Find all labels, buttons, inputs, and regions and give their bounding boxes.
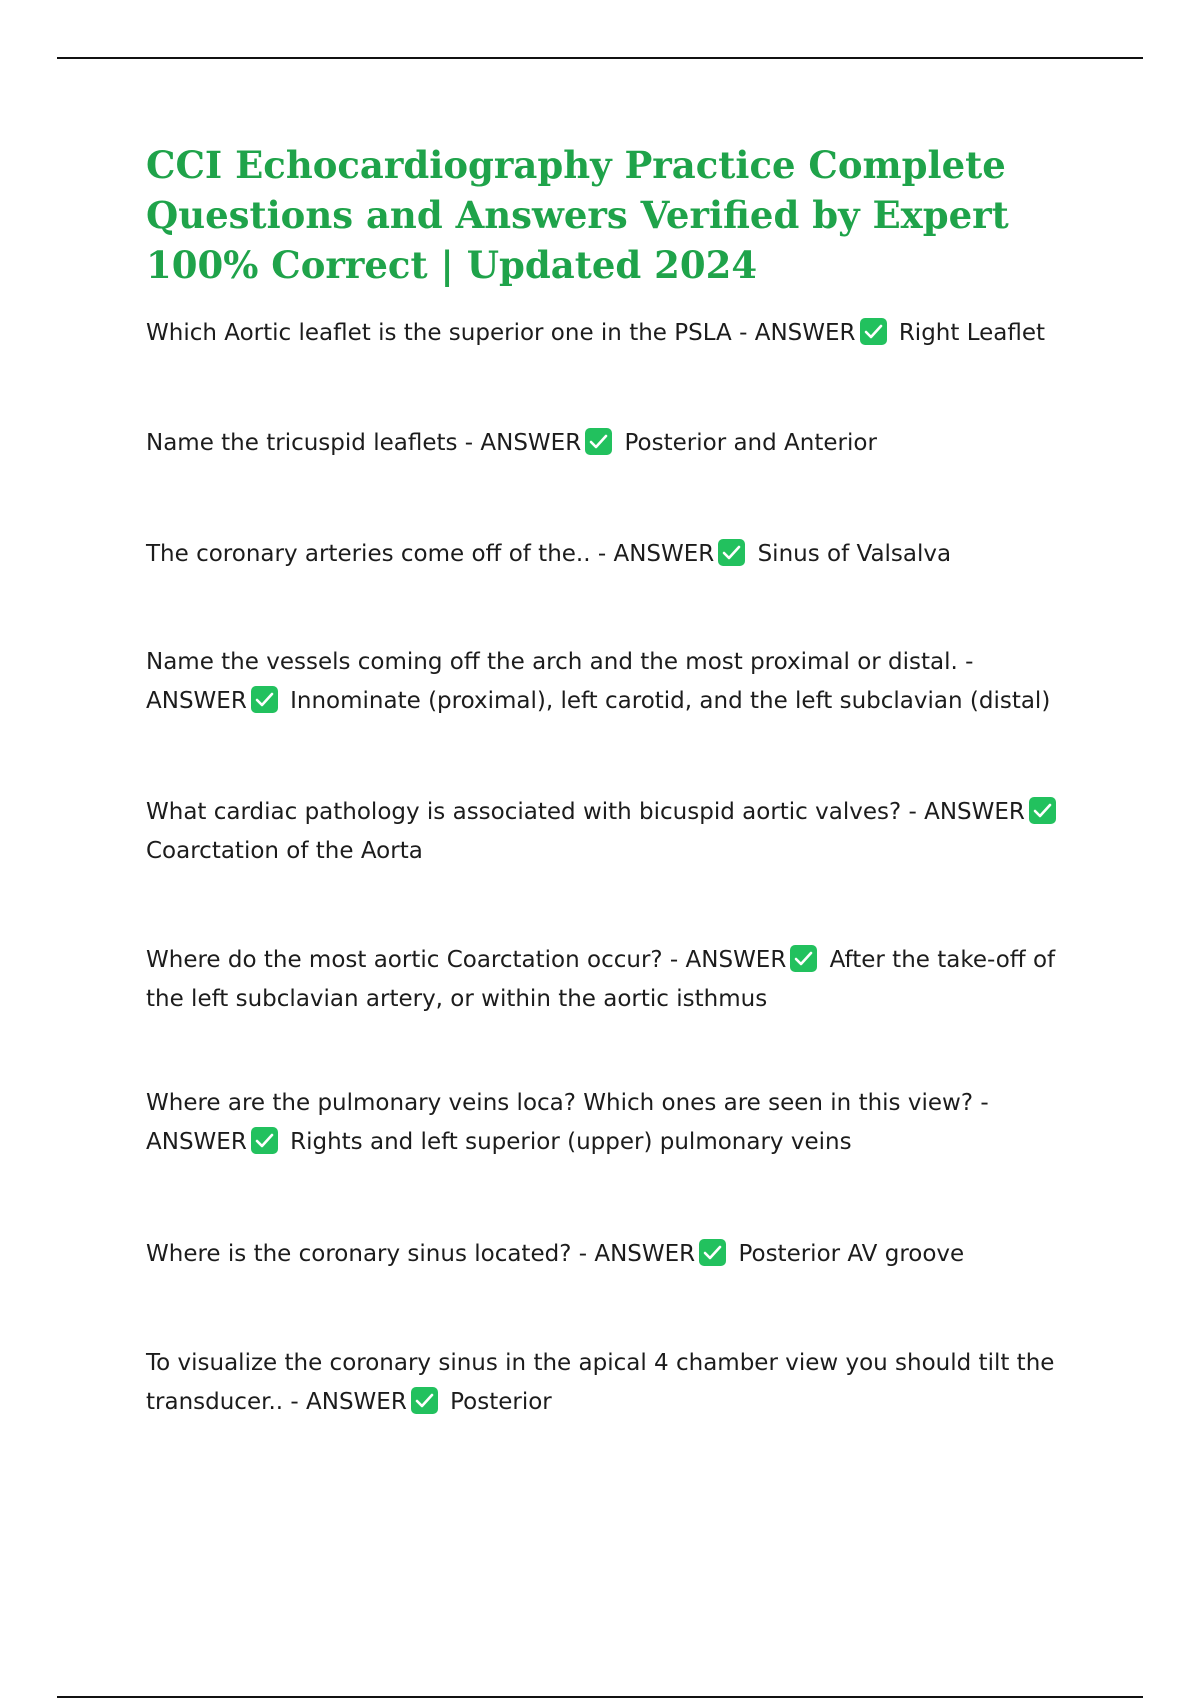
question-text: Name the tricuspid leaflets - xyxy=(146,430,481,456)
answer-label: ANSWER xyxy=(754,320,856,346)
qa-item-5 xyxy=(146,793,1076,871)
question-text: Where are the pulmonary veins loca? Which ones are seen in this view? - xyxy=(146,1090,989,1116)
answer-text: Posterior AV groove xyxy=(738,1241,965,1267)
qa-item-2 xyxy=(146,424,1076,463)
question-text: Where is the coronary sinus located? - xyxy=(146,1241,595,1267)
qa-item-1 xyxy=(146,314,1076,353)
qa-item-7 xyxy=(146,1084,1076,1162)
qa-item-4 xyxy=(146,643,1076,721)
answer-label: ANSWER xyxy=(594,1241,696,1267)
check-mark-icon xyxy=(251,1127,278,1154)
bottom-rule xyxy=(57,1696,1143,1698)
check-mark-icon xyxy=(699,1239,726,1266)
check-mark-icon xyxy=(790,945,817,972)
answer-text: Sinus of Valsalva xyxy=(757,541,952,567)
answer-text: After the take-off of the left subclavian artery, or within the aortic isthmus xyxy=(146,947,1056,1012)
check-mark-icon xyxy=(411,1387,438,1414)
question-text: Which Aortic leaflet is the superior one in the PSLA - xyxy=(146,320,755,346)
answer-text: Posterior and Anterior xyxy=(624,430,877,456)
qa-item-9 xyxy=(146,1344,1076,1422)
answer-label: ANSWER xyxy=(924,799,1025,825)
answer-text: Posterior xyxy=(450,1389,552,1415)
document-title: CCI Echocardiography Practice Complete Questions and Answers Verified by Expert 100% Correct | Updated 2024 xyxy=(146,143,1009,287)
answer-text: Right Leaflet xyxy=(898,320,1046,346)
answer-text: Coarctation of the Aorta xyxy=(146,838,423,864)
check-mark-icon xyxy=(251,686,278,713)
answer-label: ANSWER xyxy=(613,541,715,567)
question-text: What cardiac pathology is associated with bicuspid aortic valves? - xyxy=(146,799,925,825)
check-mark-icon xyxy=(860,318,887,345)
question-text: To visualize the coronary sinus in the apical 4 chamber view you should tilt the transducer.. - xyxy=(146,1350,1055,1415)
check-mark-icon xyxy=(585,428,612,455)
qa-item-8 xyxy=(146,1235,1076,1274)
check-mark-icon xyxy=(718,539,745,566)
question-text: Where do the most aortic Coarctation occur? - xyxy=(146,947,686,973)
answer-label: ANSWER xyxy=(146,1129,247,1155)
answer-label: ANSWER xyxy=(146,688,247,714)
answer-label: ANSWER xyxy=(480,430,582,456)
check-mark-icon xyxy=(1029,797,1056,824)
qa-item-6 xyxy=(146,941,1076,1019)
answer-label: ANSWER xyxy=(306,1389,407,1415)
answer-text: Innominate (proximal), left carotid, and the left subclavian (distal) xyxy=(290,688,1051,714)
qa-item-3 xyxy=(146,535,1076,574)
answer-text: Rights and left superior (upper) pulmonary veins xyxy=(290,1129,852,1155)
question-text: The coronary arteries come off of the.. - xyxy=(146,541,614,567)
question-text: Name the vessels coming off the arch and the most proximal or distal. - xyxy=(146,649,974,675)
answer-label: ANSWER xyxy=(685,947,787,973)
top-rule xyxy=(57,57,1143,59)
